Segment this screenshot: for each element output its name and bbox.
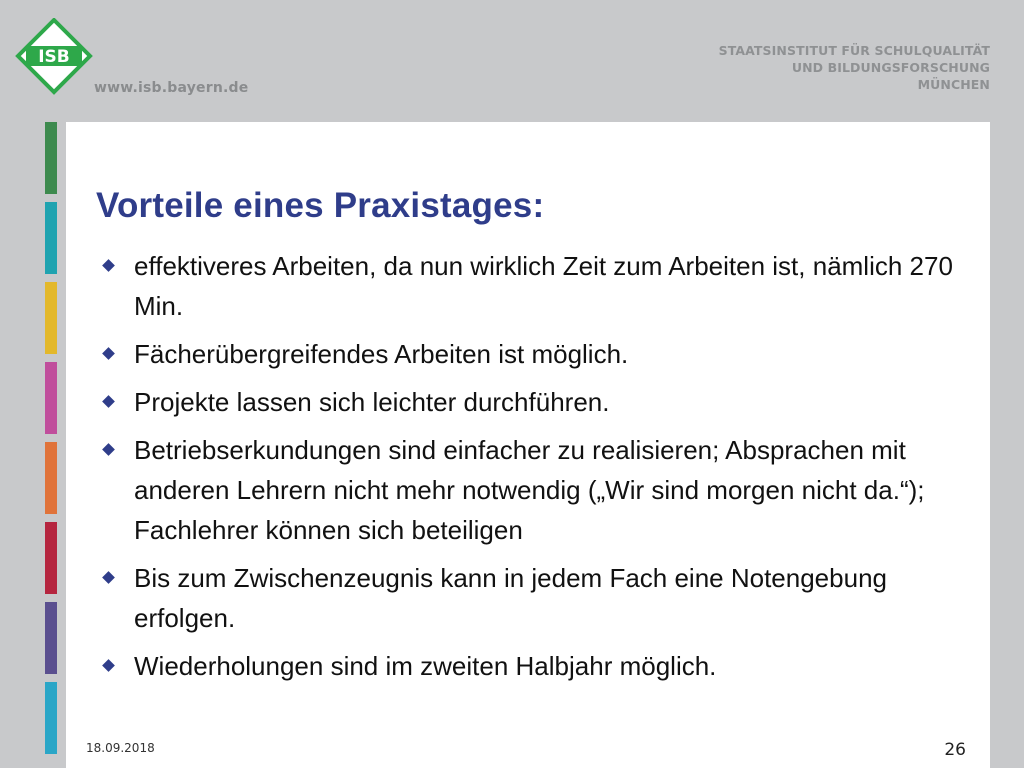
- bullet-list: [96, 246, 976, 694]
- institute-line: UND BILDUNGSFORSCHUNG: [791, 60, 990, 75]
- bullet-text: Wiederholungen sind im zweiten Halbjahr möglich.: [134, 651, 717, 681]
- bullet-text: Betriebserkundungen sind einfacher zu realisieren; Absprachen mit anderen Lehrern nicht mehr notwendig („Wir sind morgen nicht da.“); Fachlehrer können sich beteiligen: [134, 435, 925, 545]
- slide-date: 18.09.2018: [86, 741, 155, 755]
- color-stripe: [45, 442, 57, 514]
- color-stripe: [45, 282, 57, 354]
- website-url: www.isb.bayern.de: [94, 80, 249, 96]
- bullet-item: [96, 430, 976, 550]
- bullet-text: effektiveres Arbeiten, da nun wirklich Zeit zum Arbeiten ist, nämlich 270 Min.: [134, 251, 953, 321]
- bullet-item: [96, 334, 976, 374]
- diamond-bullet-icon: [102, 259, 115, 272]
- diamond-bullet-icon: [102, 659, 115, 672]
- color-stripe: [45, 202, 57, 274]
- diamond-bullet-icon: [102, 443, 115, 456]
- bullet-item: [96, 382, 976, 422]
- bullet-text: Bis zum Zwischenzeugnis kann in jedem Fach eine Notengebung erfolgen.: [134, 563, 887, 633]
- bullet-item: [96, 558, 976, 638]
- diamond-bullet-icon: [102, 395, 115, 408]
- color-stripes: [45, 122, 57, 762]
- slide-title: Vorteile eines Praxistages:: [96, 186, 545, 225]
- institute-name: [719, 42, 990, 93]
- color-stripe: [45, 602, 57, 674]
- bullet-item: [96, 646, 976, 686]
- page-number: 26: [944, 740, 966, 760]
- diamond-bullet-icon: [102, 571, 115, 584]
- svg-text:ISB: ISB: [38, 47, 70, 67]
- isb-logo: [14, 18, 94, 98]
- institute-line: STAATSINSTITUT FÜR SCHULQUALITÄT: [718, 43, 990, 58]
- color-stripe: [45, 122, 57, 194]
- color-stripe: [45, 522, 57, 594]
- institute-line: MÜNCHEN: [917, 77, 990, 92]
- bullet-text: Fächerübergreifendes Arbeiten ist möglich.: [134, 339, 629, 369]
- bullet-text: Projekte lassen sich leichter durchführen.: [134, 387, 610, 417]
- color-stripe: [45, 682, 57, 754]
- bullet-item: [96, 246, 976, 326]
- color-stripe: [45, 362, 57, 434]
- diamond-bullet-icon: [102, 347, 115, 360]
